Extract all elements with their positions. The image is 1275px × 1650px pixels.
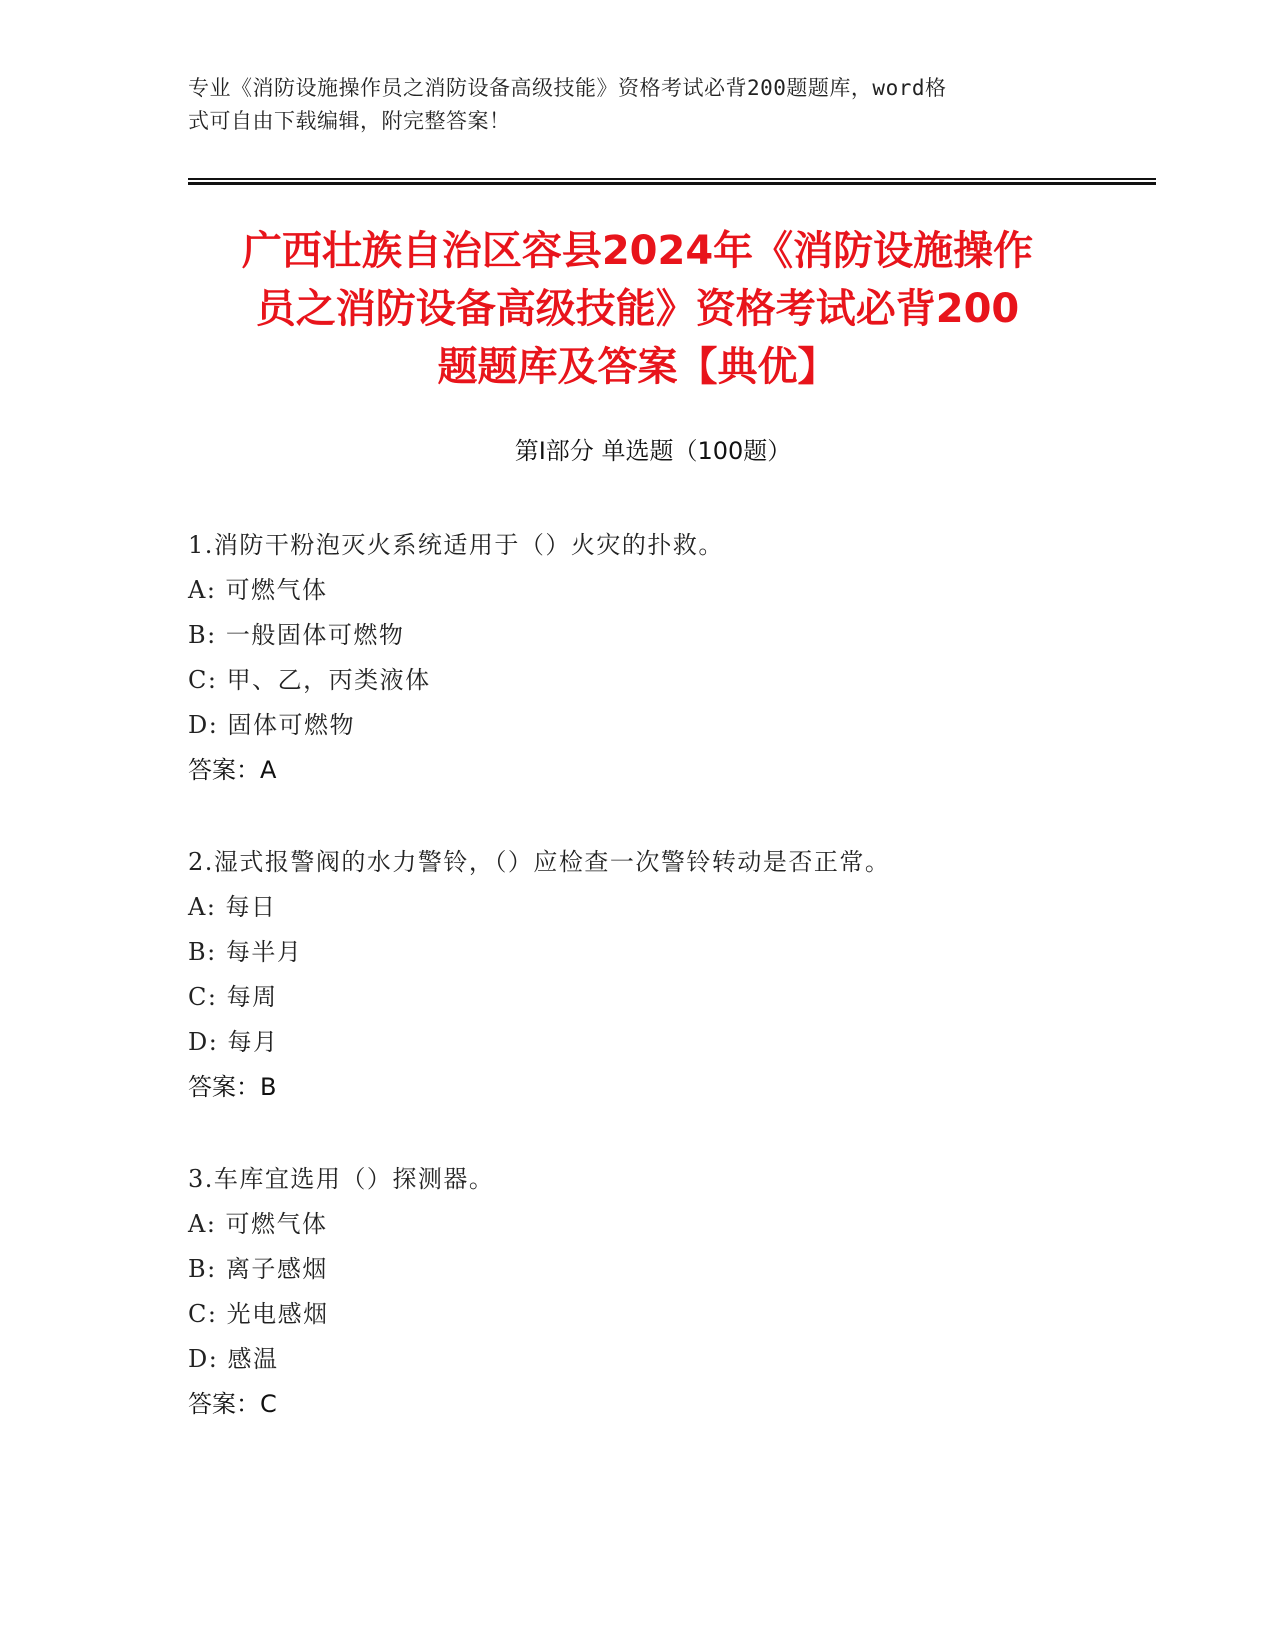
option-d: D: 固体可燃物 [188, 711, 355, 739]
question-block-3 [188, 1157, 1148, 1427]
question-stem: 3.车库宜选用（）探测器。 [188, 1165, 495, 1193]
option-d: D: 感温 [188, 1345, 279, 1373]
document-title-line-3: 题题库及答案【典优】 [437, 344, 838, 390]
answer-line: 答案：C [188, 1390, 277, 1418]
header-note-line-2: 式可自由下载编辑，附完整答案！ [188, 109, 511, 133]
question-block-2 [188, 840, 1148, 1110]
answer-line: 答案：A [188, 756, 277, 784]
option-b: B: 每半月 [188, 938, 303, 966]
header-divider-thick [188, 182, 1156, 185]
option-c: C: 甲、乙，丙类液体 [188, 666, 431, 694]
header-note [188, 72, 1068, 138]
option-a: A: 可燃气体 [188, 1210, 328, 1238]
option-b: B: 离子感烟 [188, 1255, 328, 1283]
header-divider-thin [188, 178, 1156, 180]
option-a: A: 每日 [188, 893, 277, 921]
question-stem: 1.消防干粉泡灭火系统适用于（）火灾的扑救。 [188, 531, 724, 559]
header-note-line-1: 专业《消防设施操作员之消防设备高级技能》资格考试必背200题题库，word格 [188, 76, 947, 100]
section-heading: 第Ⅰ部分 单选题（100题） [514, 437, 792, 465]
question-block-1 [188, 523, 1148, 793]
document-title-line-2: 员之消防设备高级技能》资格考试必背200 [255, 286, 1020, 332]
option-c: C: 光电感烟 [188, 1300, 329, 1328]
document-title-line-1: 广西壮族自治区容县2024年《消防设施操作 [241, 228, 1034, 274]
option-c: C: 每周 [188, 983, 278, 1011]
document-title [170, 222, 1105, 396]
option-b: B: 一般固体可燃物 [188, 621, 405, 649]
option-d: D: 每月 [188, 1028, 279, 1056]
answer-line: 答案：B [188, 1073, 277, 1101]
option-a: A: 可燃气体 [188, 576, 328, 604]
question-stem: 2.湿式报警阀的水力警铃，（）应检查一次警铃转动是否正常。 [188, 848, 891, 876]
